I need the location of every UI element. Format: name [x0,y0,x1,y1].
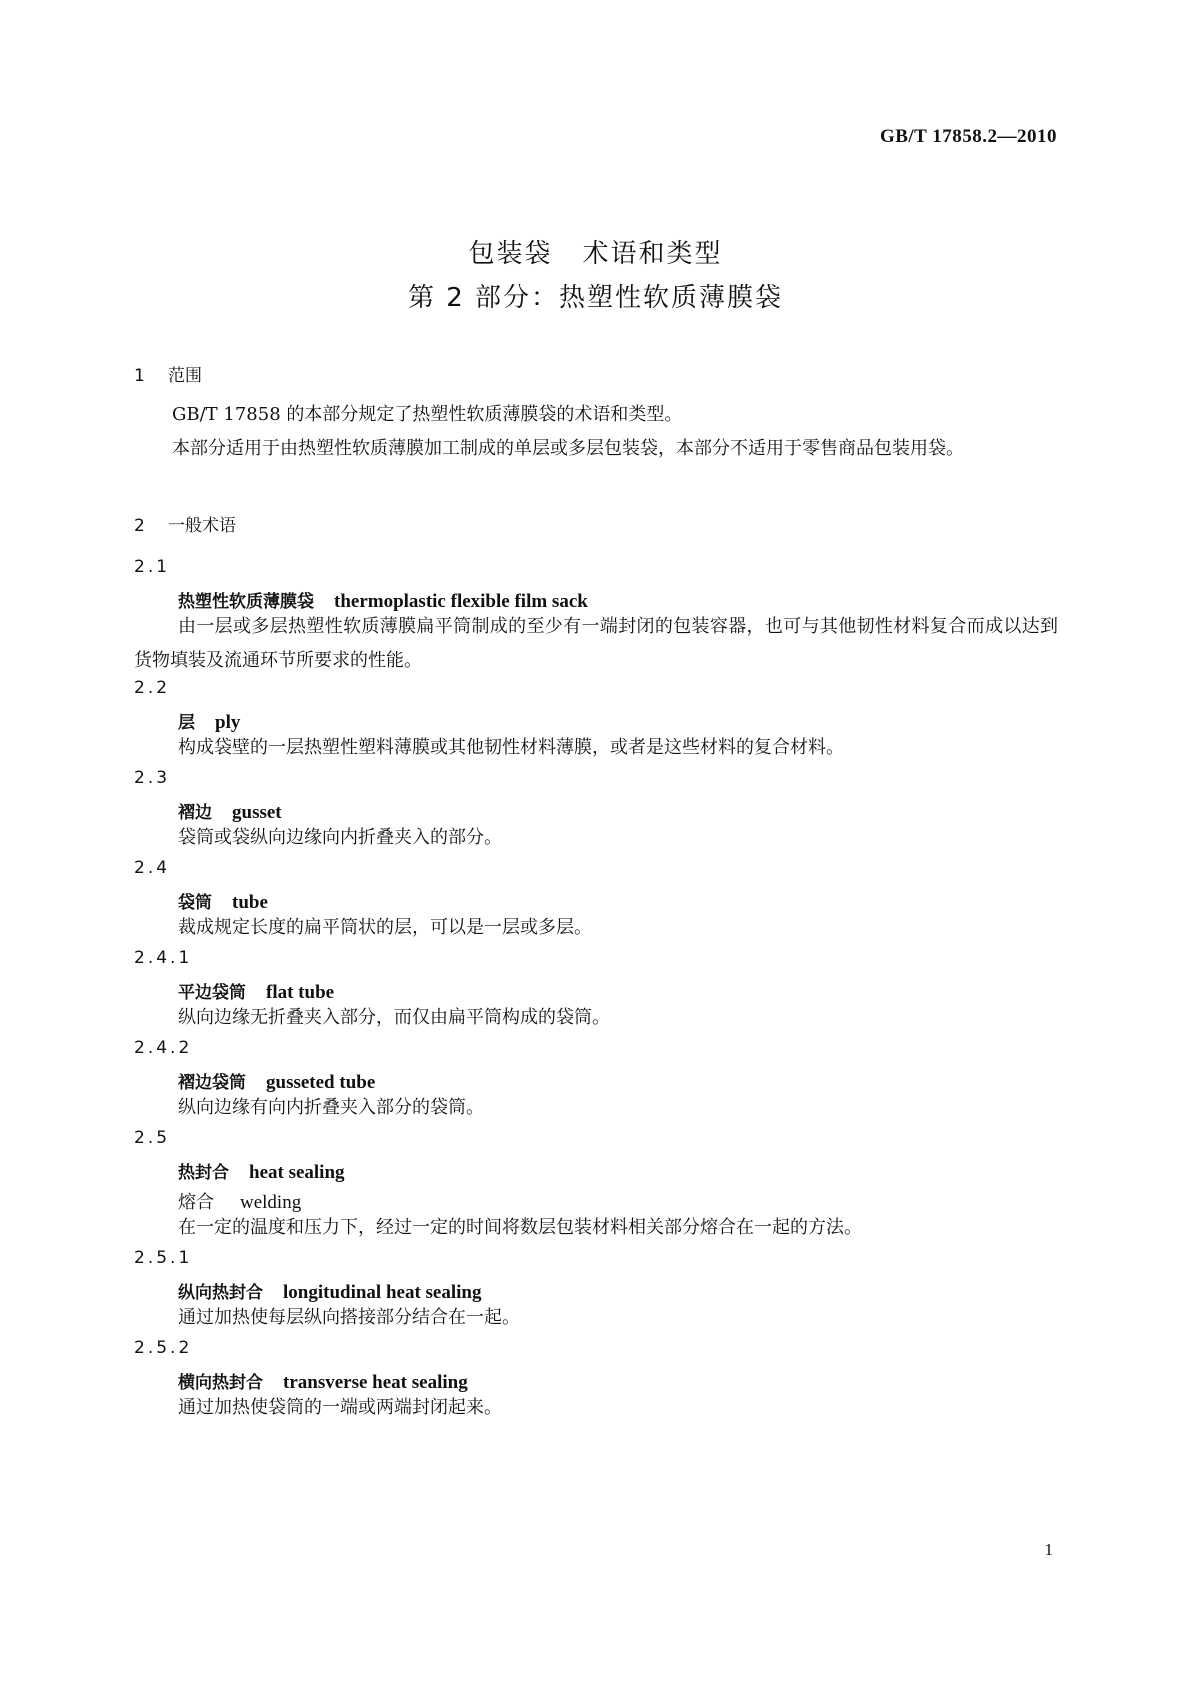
section-number: 1 [134,366,145,386]
clause-number: 2.2 [134,678,171,698]
term-zh: 纵向热封合 [178,1283,263,1303]
section-title: 范围 [168,366,202,386]
term-definition: 纵向边缘无折叠夹入部分，而仅由扁平筒构成的袋筒。 [178,1007,610,1028]
term-zh: 褶边 [178,803,212,823]
clause-number: 2.4 [134,858,171,878]
term-heading [178,1158,345,1184]
clause-number: 2.3 [134,768,171,788]
section-1-heading [134,361,202,386]
term-definition: 通过加热使袋筒的一端或两端封闭起来。 [178,1397,502,1418]
standard-code: GB/T 17858.2—2010 [879,126,1057,147]
clause-number: 2.5.1 [134,1248,193,1268]
section-title: 一般术语 [168,516,236,536]
title-line-2: 第 2 部分：热塑性软质薄膜袋 [407,283,784,313]
clause-number: 2.4.2 [134,1038,193,1058]
clause-number: 2.5 [134,1128,171,1148]
term-en: flat tube [266,982,335,1003]
synonym-zh: 熔合 [178,1192,214,1213]
clause-number: 2.5.2 [134,1338,193,1358]
section-1-paragraph-1: GB/T 17858 的本部分规定了热塑性软质薄膜袋的术语和类型。 [172,404,683,425]
term-zh: 热塑性软质薄膜袋 [178,592,314,612]
clause-number: 2.4.1 [134,948,193,968]
title-part-1: 包装袋 [468,239,553,269]
term-definition: 袋筒或袋纵向边缘向内折叠夹入的部分。 [178,827,502,848]
term-definition: 裁成规定长度的扁平筒状的层，可以是一层或多层。 [178,917,592,938]
term-definition: 纵向边缘有向内折叠夹入部分的袋筒。 [178,1097,484,1118]
section-2-heading [134,511,236,536]
section-1-paragraph-2: 本部分适用于由热塑性软质薄膜加工制成的单层或多层包装袋，本部分不适用于零售商品包装用袋。 [172,438,964,459]
term-zh: 袋筒 [178,893,212,913]
term-zh: 层 [178,713,195,733]
term-en: heat sealing [249,1162,345,1183]
title-line-1 [0,233,1191,270]
term-en: ply [215,712,241,733]
term-zh: 热封合 [178,1163,229,1183]
synonym-en: welding [240,1192,302,1213]
title-part-2: 术语和类型 [582,239,723,269]
section-number: 2 [134,516,145,536]
page-number: 1 [1044,1540,1053,1559]
term-en: gusset [232,802,282,823]
term-definition: 由一层或多层热塑性软质薄膜扁平筒制成的至少有一端封闭的包装容器，也可与其他韧性材料复合而成以达到货物填装及流通环节所要求的性能。 [134,616,1058,671]
term-en: thermoplastic flexible film sack [334,591,588,612]
term-zh: 褶边袋筒 [178,1073,246,1093]
term-en: tube [232,892,268,913]
term-zh: 横向热封合 [178,1373,263,1393]
term-definition: 在一定的温度和压力下，经过一定的时间将数层包装材料相关部分熔合在一起的方法。 [178,1217,862,1238]
term-definition: 通过加热使每层纵向搭接部分结合在一起。 [178,1307,520,1328]
clause-number: 2.1 [134,557,171,577]
term-zh: 平边袋筒 [178,983,246,1003]
term-en: gusseted tube [266,1072,376,1093]
term-en: longitudinal heat sealing [283,1282,482,1303]
term-definition: 构成袋壁的一层热塑性塑料薄膜或其他韧性材料薄膜，或者是这些材料的复合材料。 [178,737,844,758]
term-en: transverse heat sealing [283,1372,468,1393]
